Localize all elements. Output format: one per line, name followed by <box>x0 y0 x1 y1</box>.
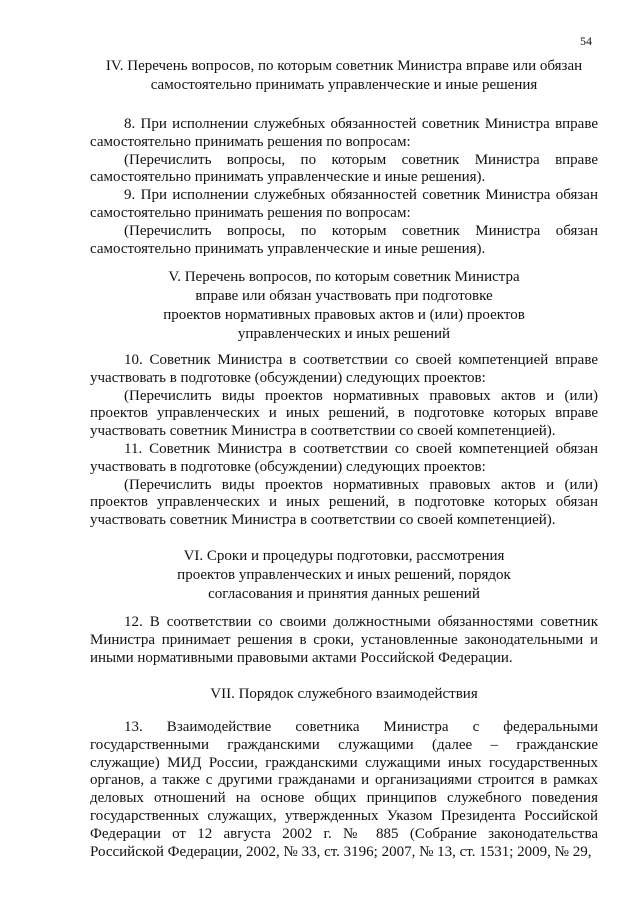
heading-line: V. Перечень вопросов, по которым советник Министра <box>168 269 520 285</box>
section-4-heading <box>90 57 598 95</box>
heading-line: VII. Порядок служебного взаимодействия <box>210 686 478 702</box>
heading-line: VI. Сроки и процедуры подготовки, рассмотрения <box>183 548 505 564</box>
section-6-heading <box>90 547 598 604</box>
document-page <box>90 0 598 905</box>
page-number: 54 <box>580 34 592 48</box>
section-7-heading <box>90 685 598 704</box>
paragraph-9-list: (Перечислить вопросы, по которым советник Министра обязан самостоятельно принимать управленческие и иные решения). <box>90 222 598 257</box>
section-5-heading <box>90 268 598 344</box>
heading-line: проектов управленческих и иных решений, порядок <box>177 567 511 583</box>
section-6-body <box>90 614 598 667</box>
paragraph-8-list: (Перечислить вопросы, по которым советник Министра вправе самостоятельно принимать управленческие и иные решения). <box>90 151 598 186</box>
paragraph-10: 10. Советник Министра в соответствии со своей компетенцией вправе участвовать в подготовке (обсуждении) следующих проектов: <box>90 352 598 386</box>
paragraph-9: 9. При исполнении служебных обязанностей советник Министра обязан самостоятельно принимать решения по вопросам: <box>90 187 598 221</box>
section-4-body <box>90 116 598 258</box>
heading-line: согласования и принятия данных решений <box>208 586 480 602</box>
heading-line: вправе или обязан участвовать при подготовке <box>195 288 493 304</box>
paragraph-10-list: (Перечислить виды проектов нормативных правовых актов и (или) проектов управленческих и иных решений, в подготовке которых вправе участвовать советник Министра в соответствии со своей компетенцией). <box>90 387 598 440</box>
paragraph-13: 13. Взаимодействие советника Министра с федеральными государственными гражданскими служащими (далее – гражданские служащие) МИД России, гражданскими служащими иных государственных органов, а также с другими гражданами и организациями строится в рамках деловых отношений на основе общих принципов служебного поведения государственных служащих, утвержденных Указом Президента Российской Федерации от 12 августа 2002 г. № 885 (Собрание законодательства Российской Федерации, 2002, № 33, ст. 3196; 2007, № 13, ст. 1531; 2009, № 29, <box>90 719 598 860</box>
section-7-body <box>90 719 598 861</box>
section-5-body <box>90 352 598 530</box>
paragraph-11: 11. Советник Министра в соответствии со своей компетенцией обязан участвовать в подготовке (обсуждении) следующих проектов: <box>90 440 598 475</box>
heading-line: управленческих и иных решений <box>237 326 451 342</box>
heading-line: самостоятельно принимать управленческие и иные решения <box>150 77 538 93</box>
heading-line: IV. Перечень вопросов, по которым советник Министра вправе или обязан <box>105 58 583 74</box>
heading-line: проектов нормативных правовых актов и (или) проектов <box>163 307 525 323</box>
paragraph-8: 8. При исполнении служебных обязанностей советник Министра вправе самостоятельно принимать решения по вопросам: <box>90 116 598 150</box>
paragraph-12: 12. В соответствии со своими должностными обязанностями советник Министра принимает решения в сроки, установленные законодательными и иными нормативными правовыми актами Российской Федерации. <box>90 614 598 666</box>
paragraph-11-list: (Перечислить виды проектов нормативных правовых актов и (или) проектов управленческих и иных решений, в подготовке которых обязан участвовать советник Министра в соответствии со своей компетенцией). <box>90 476 598 529</box>
